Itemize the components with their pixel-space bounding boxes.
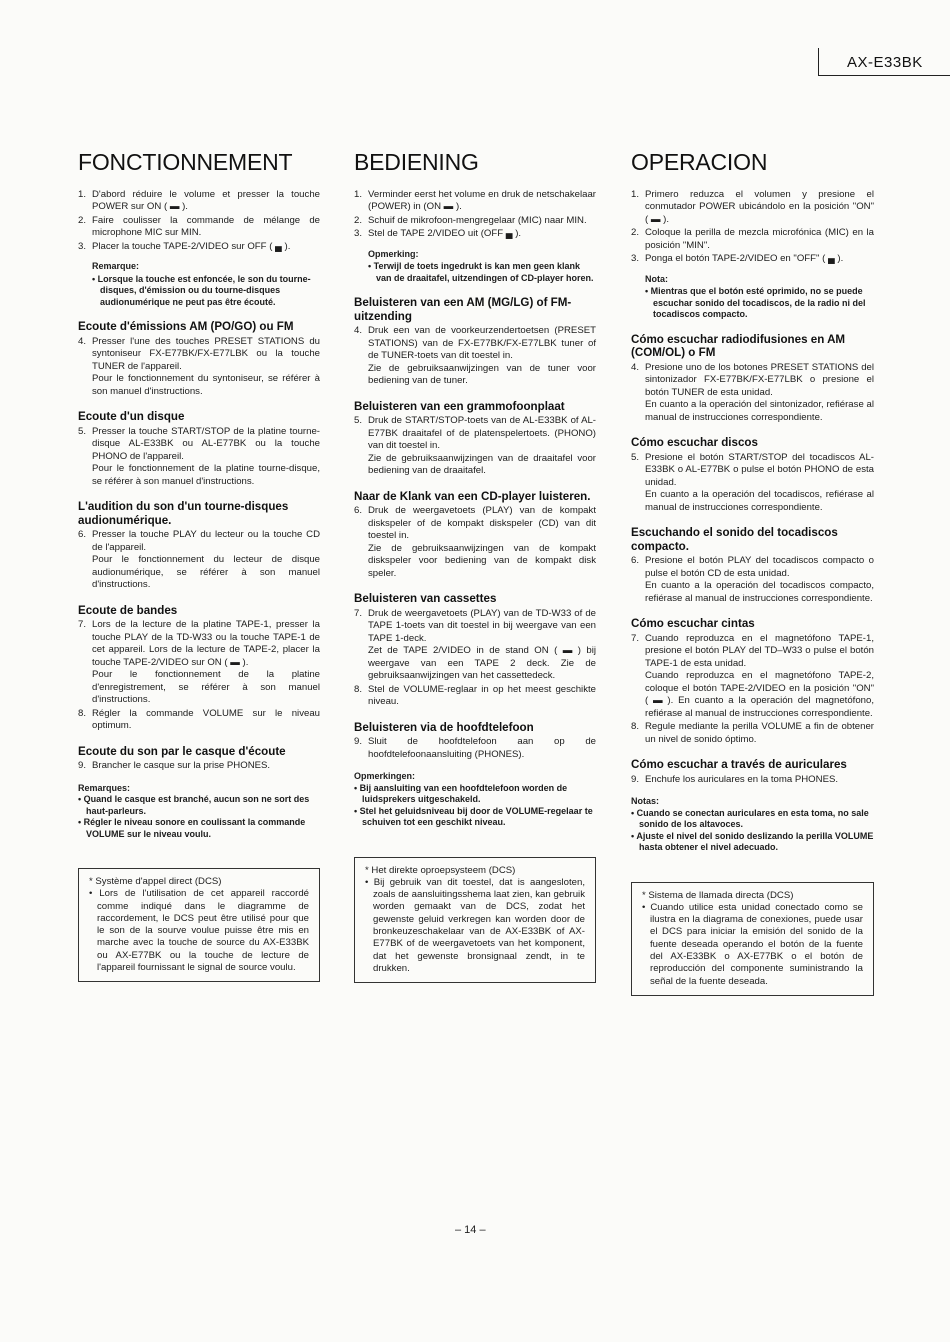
item-text: Stel de TAPE 2/VIDEO uit (OFF ▄ ). (368, 228, 522, 239)
instruction-item (631, 633, 874, 721)
instruction-item (354, 608, 596, 683)
instruction-list (78, 189, 320, 254)
item-subtext: Pour le fonctionnement du syntoniseur, se référer à son manuel d'instructions. (92, 373, 320, 397)
instruction-list (354, 736, 596, 761)
note-bullet: • Quand le casque est branché, aucun son ne sort des haut-parleurs. (78, 794, 310, 816)
item-text: Brancher le casque sur la prise PHONES. (92, 760, 271, 771)
column-spanish (631, 150, 874, 996)
note-title: Remarque: (92, 261, 140, 271)
instruction-list (354, 505, 596, 580)
item-number: 4. (78, 335, 87, 347)
item-text: Druk de START/STOP-toets van de AL-E33BK of AL-E77BK draaitafel of de platenspelertoets. (PHONO) van dit toestel in. (368, 415, 596, 451)
item-subtext: En cuanto a la operación del sintonizador, refiérase al manual de instrucciones correspondiente. (645, 399, 874, 423)
note-bullet: • Terwijl de toets ingedrukt is kan men geen klank van de draaitafel, uitzendingen of CD-player horen. (368, 261, 594, 283)
item-number: 3. (631, 253, 640, 264)
item-subtext: En cuanto a la operación del tocadiscos compacto, refiérase al manual de instrucciones correspondiente. (645, 580, 874, 604)
instruction-item (78, 426, 320, 489)
instruction-item (78, 529, 320, 592)
item-number: 7. (354, 607, 363, 619)
item-number: 8. (631, 721, 640, 732)
item-text: Druk een van de voorkeurzendertoetsen (PRESET STATIONS) van de FX-E77BK/FX-E77LBK tuner of de TUNER-toets van dit toestel in. (368, 325, 596, 361)
item-text: Druk de weergavetoets (PLAY) van de TD-W33 of de TAPE 1-toets van dit toestel in bij weergave van een TAPE 1-deck. (368, 607, 596, 644)
item-subtext: En cuanto a la operación del tocadiscos, refiérase al manual de instrucciones correspondiente. (645, 489, 874, 513)
dcs-text: • Lors de l'utilisation de cet appareil raccordé comme indiqué dans le diagramme de raccordement, le DCS peut être utilisé pour que le son de la sourve voulue puisse être mis en marche avec la touche de source du AX-E33BK ou AX-E77BK ou la touche de lecture de l'appareil fournissant le signal de source voulu. (89, 888, 309, 974)
instruction-item (78, 619, 320, 707)
instruction-list (78, 529, 320, 592)
note-title: Opmerking: (368, 248, 419, 259)
dcs-text: • Bij gebruik van dit toestel, dat is aangesloten, zoals de aansluitingsshema laat zien, kan gebruik worden gemaakt van de DCS, zodat het gewenste geluid verkregen kan worden door de bronkeuzeschakelaar van de AX-E33BK of AX-E77BK of de weergavetoets van het komponent, dat het gewenste bronsignaal zendt, in te drukken. (365, 876, 585, 974)
item-number: 9. (354, 736, 363, 747)
instruction-item (354, 325, 596, 388)
item-number: 2. (78, 214, 87, 226)
item-text: Regule mediante la perilla VOLUME a fin de obtener un nivel de sonido óptimo. (645, 721, 874, 745)
note-bullet: • Bij aansluiting van een hoofdtelefoon worden de luidsprekers uitgeschakeld. (354, 782, 568, 804)
item-number: 9. (78, 760, 87, 771)
dcs-title: * Sistema de llamada directa (DCS) (642, 889, 794, 901)
instruction-item (78, 336, 320, 399)
item-number: 2. (631, 227, 640, 238)
item-text: Primero reduzca el volumen y presione el conmutador POWER ubicándolo en la posición "ON" ( ▬ ). (645, 188, 874, 225)
instruction-item (631, 452, 874, 515)
item-number: 3. (78, 240, 87, 252)
item-text: Sluit de hoofdtelefoon aan op de hoofdtelefoonaansluiting (PHONES). (368, 736, 596, 760)
subsection-heading: Beluisteren van cassettes (354, 592, 497, 605)
section-title: FONCTIONNEMENT (78, 149, 293, 175)
note-bullet: • Lorsque la touche est enfoncée, le son du tourne-disques, d'émission ou du tourne-disques audionumérique ne peut pas être écouté. (92, 273, 311, 307)
instruction-list (631, 362, 874, 425)
item-number: 6. (631, 555, 640, 566)
model-number: AX-E33BK (847, 54, 923, 71)
instruction-item (631, 555, 874, 605)
note-bullet: • Ajuste el nivel del sonido deslizando la perilla VOLUME hasta obtener el nivel adecuado. (631, 830, 874, 852)
instruction-item (631, 774, 874, 787)
instruction-list (78, 619, 320, 733)
item-number: 7. (78, 619, 87, 630)
item-subtext: Cuando reproduzca en el magnetófono TAPE-2, coloque el botón TAPE-2/VIDEO en la posición "ON" ( ▬ ). En cuanto a la operación del magnetófono, refiérase al manual de instrucciones correspondiente. (645, 670, 874, 719)
subsection-heading: Cómo escuchar discos (631, 436, 758, 449)
instruction-item (354, 684, 596, 709)
instruction-item (354, 415, 596, 478)
item-number: 1. (631, 188, 640, 200)
item-subtext: Zie de gebruiksaanwijzingen van de draaitafel voor bediening van de draaitafel. (368, 452, 596, 476)
item-subtext: Pour le fonctionnement de la platine d'enregistrement, se référer à son manuel d'instructions. (92, 669, 320, 705)
item-number: 5. (78, 425, 87, 437)
instruction-item (78, 189, 320, 214)
item-number: 6. (354, 505, 363, 516)
item-text: Presser la touche PLAY du lecteur ou la touche CD de l'appareil. (92, 529, 320, 553)
instruction-item (354, 736, 596, 761)
instruction-item (631, 253, 874, 266)
item-number: 4. (354, 325, 363, 336)
note-title: Opmerkingen: (354, 771, 416, 781)
item-number: 5. (631, 451, 640, 463)
instruction-list (354, 415, 596, 478)
subsection-heading: Ecoute d'un disque (78, 410, 185, 423)
note-bullet: • Stel het geluidsniveau bij door de VOLUME-regelaar te schuiven tot een geschikt niveau. (354, 805, 593, 827)
item-subtext: Pour le fonctionnement de la platine tourne-disque, se référer à son manuel d'instructions. (92, 463, 320, 487)
item-number: 2. (354, 214, 363, 226)
dcs-info-box (354, 857, 596, 984)
item-text: Coloque la perilla de mezcla microfónica (MIC) en la posición "MIN". (645, 227, 874, 251)
page-number: – 14 – (455, 1224, 486, 1236)
subsection-heading: Cómo escuchar a través de auriculares (631, 758, 847, 771)
note-block (368, 249, 596, 285)
instruction-item (354, 228, 596, 241)
instruction-list (354, 325, 596, 388)
subsection-heading: Naar de Klank van een CD-player luisteren. (354, 489, 591, 503)
instruction-item (78, 708, 320, 733)
item-number: 7. (631, 632, 640, 644)
item-text: Cuando reproduzca en el magnetófono TAPE-1, presione el botón PLAY del TD–W33 o pulse el botón TAPE-1 de esta unidad. (645, 632, 874, 669)
instruction-item (631, 721, 874, 746)
item-subtext: Zie de gebruiksaanwijzingen van de kompakt diskspeler voor bediening van de kompakt disk speler. (368, 542, 596, 579)
instruction-list (78, 336, 320, 399)
dcs-text: • Cuando utilice esta unidad conectado como se ilustra en la diagrama de conexiones, puede usar el DCS para iniciar la emisión del sonido de la fuente deseada operando el botón de la fuente del AX-E33BK o AX-E77BK o el botón de reproducción del componente suministrando la señal de la fuente deseada. (642, 901, 863, 987)
section-title: OPERACION (631, 149, 768, 175)
item-text: Presser la touche START/STOP de la platine tourne-disque AL-E33BK ou AL-E77BK ou la touche PHONO de l'appareil. (92, 425, 320, 462)
item-text: Presione el botón PLAY del tocadiscos compacto o pulse el botón CD de esta unidad. (645, 555, 874, 579)
note-title: Notas: (631, 796, 660, 806)
dcs-info-box (78, 868, 320, 982)
note-block (354, 771, 596, 829)
note-block (631, 796, 874, 854)
dcs-title: * Système d'appel direct (DCS) (89, 876, 222, 887)
subsection-heading: Ecoute d'émissions AM (PO/GO) ou FM (78, 320, 294, 333)
item-number: 5. (354, 415, 363, 426)
item-text: Régler la commande VOLUME sur le niveau optimum. (92, 707, 320, 731)
subsection-heading: Beluisteren via de hoofdtelefoon (354, 720, 534, 734)
instruction-list (631, 189, 874, 266)
item-number: 6. (78, 529, 87, 540)
instruction-item (78, 215, 320, 240)
subsection-heading: Cómo escuchar radiodifusiones en AM (COM/OL) o FM (631, 332, 846, 359)
item-text: Druk de weergavetoets (PLAY) van de kompakt diskspeler of de kompakt diskspeler (CD) van dit toestel in. (368, 505, 596, 541)
subsection-heading: Ecoute de bandes (78, 603, 178, 617)
item-number: 1. (78, 188, 87, 200)
instruction-item (631, 362, 874, 425)
item-number: 3. (354, 228, 363, 239)
subsection-heading: Ecoute du son par le casque d'écoute (78, 744, 286, 758)
instruction-item (354, 215, 596, 228)
note-title: Remarques: (78, 782, 131, 793)
instruction-item (631, 227, 874, 252)
item-subtext: Zie de gebruiksaanwijzingen van de tuner voor bediening van de tuner. (368, 362, 596, 386)
instruction-item (631, 189, 874, 227)
instruction-list (354, 189, 596, 241)
instruction-list (631, 555, 874, 605)
note-bullet: • Cuando se conectan auriculares en esta toma, no sale sonido de los altavoces. (631, 807, 869, 829)
dcs-title: * Het direkte oproepsysteem (DCS) (365, 864, 516, 876)
instruction-list (78, 426, 320, 489)
subsection-heading: Escuchando el sonido del tocadiscos compacto. (631, 526, 838, 553)
instruction-list (78, 760, 320, 773)
instruction-list (631, 774, 874, 787)
item-text: Schuif de mikrofoon-mengregelaar (MIC) naar MIN. (368, 214, 587, 226)
item-text: Enchufe los auriculares en la toma PHONES. (645, 773, 839, 785)
note-bullet: • Régler le niveau sonore en coulissant la commande VOLUME sur le niveau voulu. (78, 817, 306, 839)
item-text: Presione el botón START/STOP del tocadiscos AL-E33BK o AL-E77BK o pulse el botón PHONO de esta unidad. (645, 451, 874, 488)
item-text: Ponga el botón TAPE-2/VIDEO en "OFF" ( ▄ ). (645, 253, 844, 264)
column-dutch (354, 150, 596, 983)
item-text: Faire coulisser la commande de mélange de microphone MIC sur MIN. (92, 214, 320, 238)
note-title: Nota: (645, 273, 668, 284)
instruction-list (354, 608, 596, 709)
instruction-list (631, 633, 874, 747)
item-text: Presser l'une des touches PRESET STATIONS du syntoniseur FX-E77BK/FX-E77LBK ou la touche TUNER de l'appareil. (92, 335, 320, 372)
instruction-item (78, 241, 320, 254)
item-subtext: Pour le fonctionnement du lecteur de disque audionumérique, se référer à son manuel d'instructions. (92, 554, 320, 590)
instruction-list (631, 452, 874, 515)
item-number: 1. (354, 188, 363, 200)
item-text: Presione uno de los botones PRESET STATIONS del sintonizador FX-E77BK/FX-E77LBK o presione el botón TUNER de esta unidad. (645, 361, 874, 398)
item-text: Stel de VOLUME-reglaar in op het meest geschikte niveau. (368, 683, 596, 707)
instruction-item (78, 760, 320, 773)
item-number: 8. (78, 707, 87, 719)
subsection-heading: L'audition du son d'un tourne-disques audionumérique. (78, 500, 289, 527)
subsection-heading: Beluisteren van een AM (MG/LG) of FM-uitzending (354, 296, 572, 323)
subsection-heading: Cómo escuchar cintas (631, 617, 755, 630)
item-number: 8. (354, 683, 363, 695)
note-bullet: • Mientras que el botón esté oprimido, no se puede escuchar sonido del tocadiscos, de la radio ni del tocadiscos compacto. (645, 286, 866, 319)
model-label (818, 48, 950, 76)
item-text: Lors de la lecture de la platine TAPE-1, presser la touche PLAY de la TD-W33 ou la touche TAPE-1 de cet appareil. Lors de la lecture de TAPE-2, placer la touche TAPE-2/VIDEO sur ON ( ▬ ). (92, 619, 320, 668)
item-subtext: Zet de TAPE 2/VIDEO in de stand ON ( ▬ ) bij weergave van een TAPE 2 deck. Zie de gebruiksaanwijzingen van het cassettedeck. (368, 645, 596, 681)
section-title: BEDIENING (354, 149, 479, 175)
item-text: Verminder eerst het volume en druk de netschakelaar (POWER) in (ON ▬ ). (368, 188, 596, 212)
column-french (78, 150, 320, 982)
instruction-item (354, 505, 596, 580)
item-text: D'abord réduire le volume et presser la touche POWER sur ON ( ▬ ). (92, 188, 320, 212)
item-number: 4. (631, 361, 640, 373)
item-text: Placer la touche TAPE-2/VIDEO sur OFF ( ▄ ). (92, 240, 291, 252)
note-block (645, 274, 874, 321)
dcs-info-box (631, 882, 874, 996)
subsection-heading: Beluisteren van een grammofoonplaat (354, 399, 565, 413)
instruction-item (354, 189, 596, 214)
note-block (92, 261, 320, 308)
item-number: 9. (631, 773, 640, 785)
note-block (78, 783, 320, 841)
